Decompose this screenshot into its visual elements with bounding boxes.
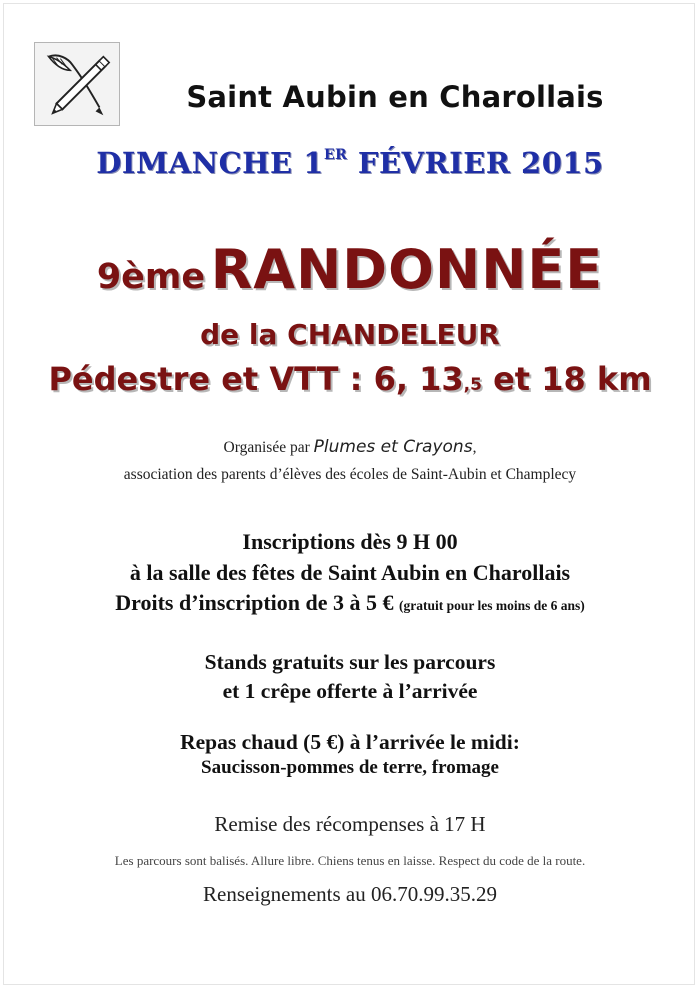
date-rest: FÉVRIER 2015 (357, 146, 604, 180)
organizer-prefix: Organisée par (223, 439, 314, 456)
organizer-line (0, 437, 700, 457)
awards-line: Remise des récompenses à 17 H (214, 812, 486, 836)
event-date (0, 146, 700, 180)
date-day: DIMANCHE 1 (96, 146, 324, 180)
registration-time: Inscriptions dès 9 H 00 (242, 529, 458, 554)
title-subtitle: de la CHANDELEUR (200, 318, 500, 351)
organizer-name: Plumes et Crayons (313, 437, 473, 457)
event-title (0, 238, 700, 301)
meal-menu: Saucisson-pommes de terre, fromage (201, 757, 499, 778)
meal-line: Repas chaud (5 €) à l’arrivée le midi: (180, 730, 520, 754)
distances-end: et 18 km (481, 360, 652, 398)
title-distances (0, 360, 700, 398)
title-main: RANDONNÉE (210, 238, 604, 301)
stands-line: Stands gratuits sur les parcours (204, 650, 496, 674)
logo (34, 42, 120, 126)
association-line: association des parents d’élèves des écoles de Saint-Aubin et Champlecy (123, 466, 577, 483)
distances-sub: ,5 (463, 375, 482, 395)
organizer-suffix: , (472, 439, 477, 456)
distances-start: Pédestre et VTT : 6, 13 (48, 360, 464, 398)
town-name: Saint Aubin en Charollais (186, 80, 604, 114)
registration-fee-text: Droits d’inscription de 3 à 5 € (115, 590, 399, 615)
registration-place: à la salle des fêtes de Saint Aubin en Charollais (129, 560, 571, 585)
pen-pencil-crossed-icon (35, 43, 119, 125)
rules-line: Les parcours sont balisés. Allure libre. Chiens tenus en laisse. Respect du code de la route. (114, 853, 586, 868)
date-suffix: ER (323, 147, 348, 163)
contact-line: Renseignements au 06.70.99.35.29 (203, 882, 497, 906)
title-ordinal: 9ème (96, 257, 206, 297)
crepe-line: et 1 crêpe offerte à l’arrivée (222, 679, 478, 703)
registration-fee (0, 590, 700, 616)
registration-fee-note: (gratuit pour les moins de 6 ans) (399, 598, 585, 613)
